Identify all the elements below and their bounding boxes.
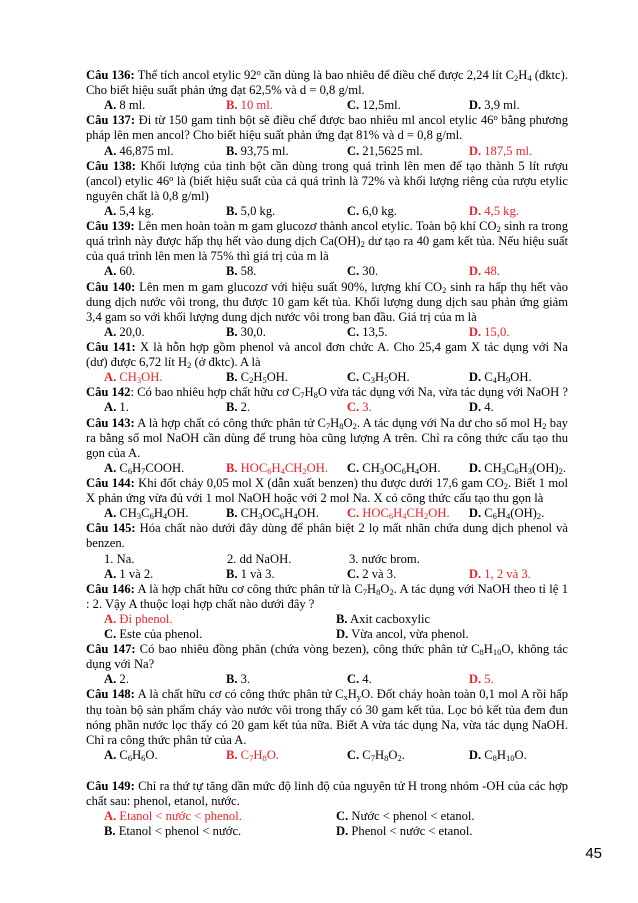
option-text: $C_7H_8O_2$.	[359, 747, 405, 763]
option-text: 93,75 ml.	[237, 143, 289, 158]
option-text: 6,0 kg.	[359, 203, 397, 218]
option-label: C.	[346, 264, 360, 279]
page-number: 45	[585, 845, 602, 862]
option-text: 3,9 ml.	[481, 98, 520, 113]
option-label: D.	[468, 203, 482, 218]
option-text: Este của phenol.	[116, 627, 203, 642]
answer-option	[104, 748, 226, 763]
answer-option-correct	[469, 264, 568, 279]
question-stem	[86, 642, 568, 672]
option-text: 20,0.	[116, 324, 145, 339]
question-text: A là chất hữu cơ có công thức phân tử $C_xH_yO$. Đốt cháy hoàn toàn 0,1 mol A rồi hấp thụ toàn bộ sản phẩm cháy vào nước vôi trong thấy có 30 gam kết tủa. Lọc bỏ kết tủa đem đun nóng phần nước lọc thấy có 20 gam kết tủa nữa. Biết A vừa tác dụng Na, vừa tác dụng NaOH. Chỉ ra công thức phân tử của A.	[86, 687, 568, 747]
option-label: A.	[104, 460, 117, 475]
answer-row	[86, 325, 568, 340]
option-label: D.	[468, 143, 482, 158]
answer-option	[104, 824, 336, 839]
answer-option	[104, 400, 226, 415]
question-label: Câu 143:	[86, 415, 135, 430]
question-label: Câu 141:	[86, 339, 136, 354]
answer-option-correct	[104, 809, 336, 824]
question-stem	[86, 582, 568, 612]
answer-option	[104, 144, 226, 159]
option-text: 1 và 2.	[116, 566, 154, 581]
option-text: 1, 2 và 3.	[481, 566, 531, 581]
answer-option	[104, 325, 226, 340]
option-text: Etanol < phenol < nước.	[115, 824, 242, 839]
answer-option	[469, 461, 568, 476]
question-stem	[86, 68, 568, 98]
question-label: Câu 145:	[86, 521, 136, 536]
option-text: 3.	[359, 400, 372, 415]
question-stem	[86, 687, 568, 747]
answer-row	[86, 809, 568, 824]
option-text: 5,4 kg.	[116, 203, 155, 218]
option-label: D.	[468, 506, 482, 521]
question-stem	[86, 476, 568, 506]
answer-option	[347, 748, 469, 763]
statement-item: 3. nước brom.	[349, 551, 420, 566]
question-stem	[86, 385, 568, 400]
answer-option-correct	[226, 748, 347, 763]
option-label: B.	[104, 824, 116, 839]
option-label: D.	[468, 566, 482, 581]
answer-option	[347, 672, 469, 687]
answer-option-correct	[347, 506, 469, 521]
spacer	[86, 763, 568, 779]
option-text: 30.	[359, 264, 379, 279]
question-label: Câu 140:	[86, 279, 136, 294]
answer-option	[104, 461, 226, 476]
option-text: $C_7H_8O$.	[237, 747, 279, 763]
option-text: $CH_3C_6H_3(OH)_2$.	[481, 460, 567, 476]
option-label: B.	[225, 460, 238, 475]
question-text: A là hợp chất hữu cơ công thức phân tử là $C_7H_8O_2$. A tác dụng với NaOH theo tỉ lệ 1 : 2. Vậy A thuộc loại hợp chất nào dưới đây ?	[86, 581, 568, 611]
question-label: Câu 148:	[86, 687, 135, 702]
answer-row	[86, 144, 568, 159]
question-label: Câu 146:	[86, 581, 135, 596]
answer-option-correct	[226, 98, 347, 113]
option-text: $HOC_6H_4CH_2OH$.	[359, 506, 450, 522]
option-text: $C_4H_9OH$.	[481, 370, 532, 386]
answer-option-correct	[347, 400, 469, 415]
answer-option	[347, 325, 469, 340]
answer-row	[86, 567, 568, 582]
answer-option	[226, 672, 347, 687]
option-label: B.	[225, 143, 238, 158]
option-text: 2.	[237, 400, 251, 415]
option-text: 187,5 ml.	[481, 143, 533, 158]
question-text: Chỉ ra thứ tự tăng dần mức độ linh độ của nguyên tử H trong nhóm -OH của các hợp chất sau: phenol, etanol, nước.	[86, 779, 568, 809]
question-label: Câu 144:	[86, 475, 135, 490]
option-text: 21,5625 ml.	[359, 143, 423, 158]
statement-item: 2. dd NaOH.	[227, 551, 292, 566]
option-label: C.	[346, 506, 360, 521]
option-label: B.	[225, 400, 238, 415]
answer-option	[347, 98, 469, 113]
statement-row	[86, 552, 568, 567]
option-text: $C_6H_4(OH)_2$.	[481, 506, 545, 522]
option-text: Nước < phenol < etanol.	[348, 809, 475, 824]
question-text: Khối lượng của tinh bột cần dùng trong quá trình lên men để tạo thành 5 lít rượu (ancol) etylic 46$^o$ là (biết hiệu suất của cả quá trình là 72% và khối lượng riêng của rượu etylic nguyên chất là 0,8 g/ml)	[86, 158, 568, 203]
answer-option	[336, 809, 568, 824]
statement-item: 1. Na.	[104, 551, 135, 566]
option-label: B.	[225, 506, 238, 521]
answer-option-correct	[104, 370, 226, 385]
option-text: 10 ml.	[237, 98, 273, 113]
answer-row	[86, 204, 568, 219]
option-text: Vừa ancol, vừa phenol.	[348, 627, 469, 642]
option-label: A.	[104, 611, 117, 626]
option-label: C.	[346, 203, 360, 218]
option-text: 4,5 kg.	[481, 203, 519, 218]
option-text: 5,0 kg.	[237, 203, 276, 218]
option-label: C.	[346, 324, 360, 339]
option-text: Đi phenol.	[116, 611, 173, 626]
answer-option	[347, 264, 469, 279]
question-text: A là hợp chất có công thức phân tử $C_7H_8O_2$. A tác dụng với Na dư cho số mol $H_2$ bay ra bằng số mol NaOH cần dùng để trung hòa cũng lượng A trên. Chỉ ra công thức cấu tạo thu gọn của A.	[86, 415, 568, 460]
option-label: D.	[468, 98, 482, 113]
option-label: B.	[225, 203, 238, 218]
option-text: 13,5.	[359, 324, 388, 339]
question-text: Thể tích ancol etylic 92$^o$ cần dùng là bao nhiêu để điều chế được 2,24 lít $C_2H_4$ (đktc). Cho biết hiệu suất phản ứng đạt 62,5% và d = 0,8 g/ml.	[86, 67, 568, 98]
option-label: A.	[104, 506, 117, 521]
option-label: A.	[104, 747, 117, 762]
question-label: Câu 142	[86, 385, 131, 400]
question-label: Câu 149:	[86, 779, 135, 794]
option-label: B.	[225, 98, 238, 113]
question-label: Câu 136:	[86, 68, 135, 82]
answer-option	[226, 370, 347, 385]
option-label: A.	[104, 98, 117, 113]
answer-option	[104, 567, 226, 582]
answer-option-correct	[469, 325, 568, 340]
answer-row	[86, 824, 568, 839]
answer-option	[347, 144, 469, 159]
question-list	[86, 68, 568, 839]
option-label: C.	[346, 566, 360, 581]
question-label: Câu 147:	[86, 642, 136, 657]
option-label: C.	[346, 400, 360, 415]
option-text: 48.	[481, 264, 500, 279]
option-text: $C_3H_5OH$.	[359, 370, 410, 386]
question-text: Lên men hoàn toàn m gam glucozơ thành ancol etylic. Toàn bộ khí $CO_2$ sinh ra trong quá trình này được hấp thụ hết vào dung dịch $Ca(OH)_2$ dư tạo ra 40 gam kết tủa. Nếu hiệu suất của quá trình lên men là 75% thì giá trị của m là	[86, 219, 568, 264]
answer-option	[104, 627, 336, 642]
option-label: D.	[468, 264, 482, 279]
answer-option-correct	[469, 672, 568, 687]
answer-row	[86, 264, 568, 279]
option-text: $HOC_6H_4CH_2OH$.	[237, 460, 328, 476]
option-text: $CH_3C_6H_4OH$.	[116, 506, 189, 522]
answer-option	[347, 370, 469, 385]
answer-option	[336, 627, 568, 642]
option-text: 46,875 ml.	[116, 143, 174, 158]
option-text: $C_6H_6O$.	[116, 747, 158, 763]
option-text: 58.	[237, 264, 257, 279]
option-text: $CH_3OC_6H_4OH$.	[237, 506, 319, 522]
question-stem	[86, 280, 568, 325]
answer-row	[86, 98, 568, 113]
option-text: 2 và 3.	[359, 566, 397, 581]
answer-option	[104, 506, 226, 521]
option-text: $CH_3OC_6H_4OH$.	[359, 460, 441, 476]
option-text: 2.	[116, 672, 129, 687]
option-text: $C_6H_7COOH$.	[116, 460, 185, 476]
option-label: D.	[468, 324, 482, 339]
answer-option-correct	[469, 567, 568, 582]
option-label: C.	[346, 460, 360, 475]
answer-option	[469, 370, 568, 385]
option-text: $CH_3OH$.	[116, 370, 163, 386]
question-label: Câu 137:	[86, 113, 136, 128]
answer-row	[86, 627, 568, 642]
option-label: C.	[346, 98, 360, 113]
option-text: 5.	[481, 672, 494, 687]
option-label: C.	[346, 370, 360, 385]
option-text: $C_8H_{10}O$.	[481, 747, 527, 763]
option-label: A.	[104, 203, 117, 218]
question-stem	[86, 159, 568, 204]
answer-row	[86, 612, 568, 627]
option-text: 8 ml.	[116, 98, 146, 113]
answer-option	[104, 672, 226, 687]
option-label: A.	[104, 809, 117, 824]
answer-option	[347, 204, 469, 219]
option-label: B.	[225, 370, 238, 385]
option-text: Axit cacboxylic	[347, 611, 431, 626]
answer-option	[226, 506, 347, 521]
question-text: Khi đốt cháy 0,05 mol X (dẫn xuất benzen) thu được dưới 17,6 gam $CO_2$. Biết 1 mol X phản ứng vừa đủ với 1 mol NaOH hoặc với 2 mol Na. X có công thức cấu tạo thu gọn là	[86, 475, 568, 506]
option-text: 4.	[359, 672, 372, 687]
question-stem	[86, 521, 568, 551]
option-text: Phenol < nước < etanol.	[348, 824, 473, 839]
option-label: A.	[104, 672, 117, 687]
question-stem	[86, 219, 568, 264]
answer-option	[104, 204, 226, 219]
option-label: C.	[104, 627, 117, 642]
answer-option	[469, 748, 568, 763]
answer-row	[86, 506, 568, 521]
option-label: D.	[468, 460, 482, 475]
question-stem	[86, 340, 568, 370]
option-label: D.	[336, 627, 349, 642]
option-label: A.	[104, 264, 117, 279]
answer-option-correct	[226, 461, 347, 476]
answer-option	[226, 204, 347, 219]
answer-option	[469, 400, 568, 415]
question-stem	[86, 113, 568, 143]
question-label: Câu 138:	[86, 158, 136, 173]
question-stem	[86, 416, 568, 461]
answer-option	[104, 98, 226, 113]
option-label: D.	[468, 370, 482, 385]
option-text: 1.	[116, 400, 129, 415]
answer-option	[469, 98, 568, 113]
option-text: $C_2H_5OH$.	[237, 370, 289, 386]
question-stem	[86, 779, 568, 809]
question-text: Đi từ 150 gam tinh bột sẽ điều chế được bao nhiêu ml ancol etylic 46$^o$ bằng phương pháp lên men ancol? Cho biết hiệu suất phản ứng đạt 81% và d = 0,8 g/ml.	[86, 112, 568, 143]
option-text: 4.	[481, 400, 494, 415]
option-label: B.	[225, 324, 238, 339]
option-label: C.	[346, 672, 360, 687]
option-text: 1 và 3.	[237, 566, 275, 581]
option-label: D.	[468, 672, 482, 687]
option-label: A.	[104, 400, 117, 415]
answer-row	[86, 748, 568, 763]
answer-option	[347, 567, 469, 582]
answer-option-correct	[469, 144, 568, 159]
option-label: B.	[225, 672, 238, 687]
option-label: A.	[104, 324, 117, 339]
option-text: 3.	[237, 672, 251, 687]
option-label: B.	[225, 264, 238, 279]
answer-option	[336, 612, 568, 627]
answer-option-correct	[469, 204, 568, 219]
option-text: 60.	[116, 264, 136, 279]
question-text: Hóa chất nào dưới đây dùng để phân biệt 2 lọ mất nhãn chứa dung dịch phenol và benzen.	[86, 521, 568, 551]
answer-row	[86, 461, 568, 476]
question-text: : Có bao nhiêu hợp chất hữu cơ $C_7H_8O$ vừa tác dụng với Na, vừa tác dụng với NaOH ?	[130, 385, 568, 401]
option-label: D.	[336, 824, 349, 839]
option-label: A.	[104, 370, 117, 385]
option-label: B.	[336, 611, 348, 626]
answer-option	[104, 264, 226, 279]
option-label: A.	[104, 143, 117, 158]
option-label: C.	[346, 747, 360, 762]
answer-option	[336, 824, 568, 839]
option-text: 15,0.	[481, 324, 510, 339]
option-label: B.	[225, 747, 238, 762]
option-text: 30,0.	[237, 324, 266, 339]
answer-row	[86, 400, 568, 415]
option-label: D.	[468, 747, 482, 762]
question-text: X là hỗn hợp gồm phenol và ancol đơn chức A. Cho 25,4 gam X tác dụng với Na (dư) được 6,72 lít $H_2$ (ở đktc). A là	[86, 339, 568, 371]
answer-option-correct	[104, 612, 336, 627]
answer-option	[469, 506, 568, 521]
question-text: Lên men m gam glucozơ với hiệu suất 90%, lượng khí $CO_2$ sinh ra hấp thụ hết vào dung dịch nước vôi trong, thu được 10 gam kết tủa. Khối lượng dung dịch sau phản ứng giảm 3,4 gam so với khối lượng dung dịch nước vôi trong ban đầu. Giá trị của m là	[86, 279, 568, 324]
option-label: A.	[104, 566, 117, 581]
option-text: 12,5ml.	[359, 98, 401, 113]
answer-option	[226, 264, 347, 279]
question-label: Câu 139:	[86, 219, 135, 234]
answer-row	[86, 672, 568, 687]
answer-option	[226, 567, 347, 582]
option-label: C.	[336, 809, 349, 824]
option-label: B.	[225, 566, 238, 581]
answer-option	[226, 325, 347, 340]
answer-option	[226, 400, 347, 415]
question-text: Có bao nhiêu đồng phân (chứa vòng bezen), công thức phân tử $C_8H_{10}O$, không tác dụng với Na?	[86, 642, 568, 672]
option-label: D.	[468, 400, 482, 415]
option-label: C.	[346, 143, 360, 158]
option-text: Etanol < nước < phenol.	[116, 809, 242, 824]
answer-option	[226, 144, 347, 159]
answer-option	[347, 461, 469, 476]
answer-row	[86, 370, 568, 385]
